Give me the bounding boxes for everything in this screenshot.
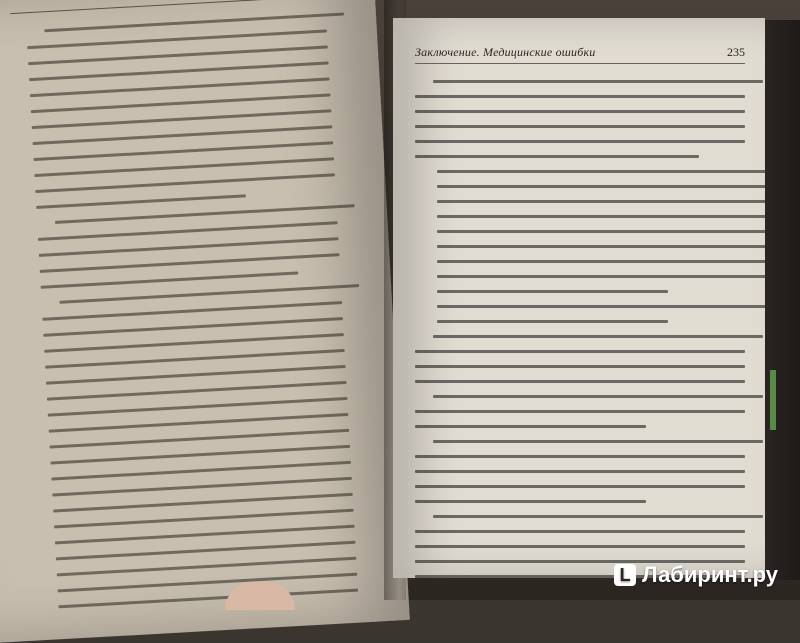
right-running-header [415,43,745,64]
right-page [393,18,765,578]
book-cover-edge [765,20,800,580]
left-running-header [9,0,340,14]
labirint-logo-icon: L [614,564,636,586]
watermark-text: Лабиринт.ру [642,562,778,587]
bookmark-tab [770,370,776,430]
right-page-body-text [415,80,745,578]
labirint-watermark [614,562,778,588]
page-number: 235 [727,45,745,59]
running-header-title: Заключение. Медицинские ошибки [415,45,596,59]
left-page-body-text [26,14,359,622]
